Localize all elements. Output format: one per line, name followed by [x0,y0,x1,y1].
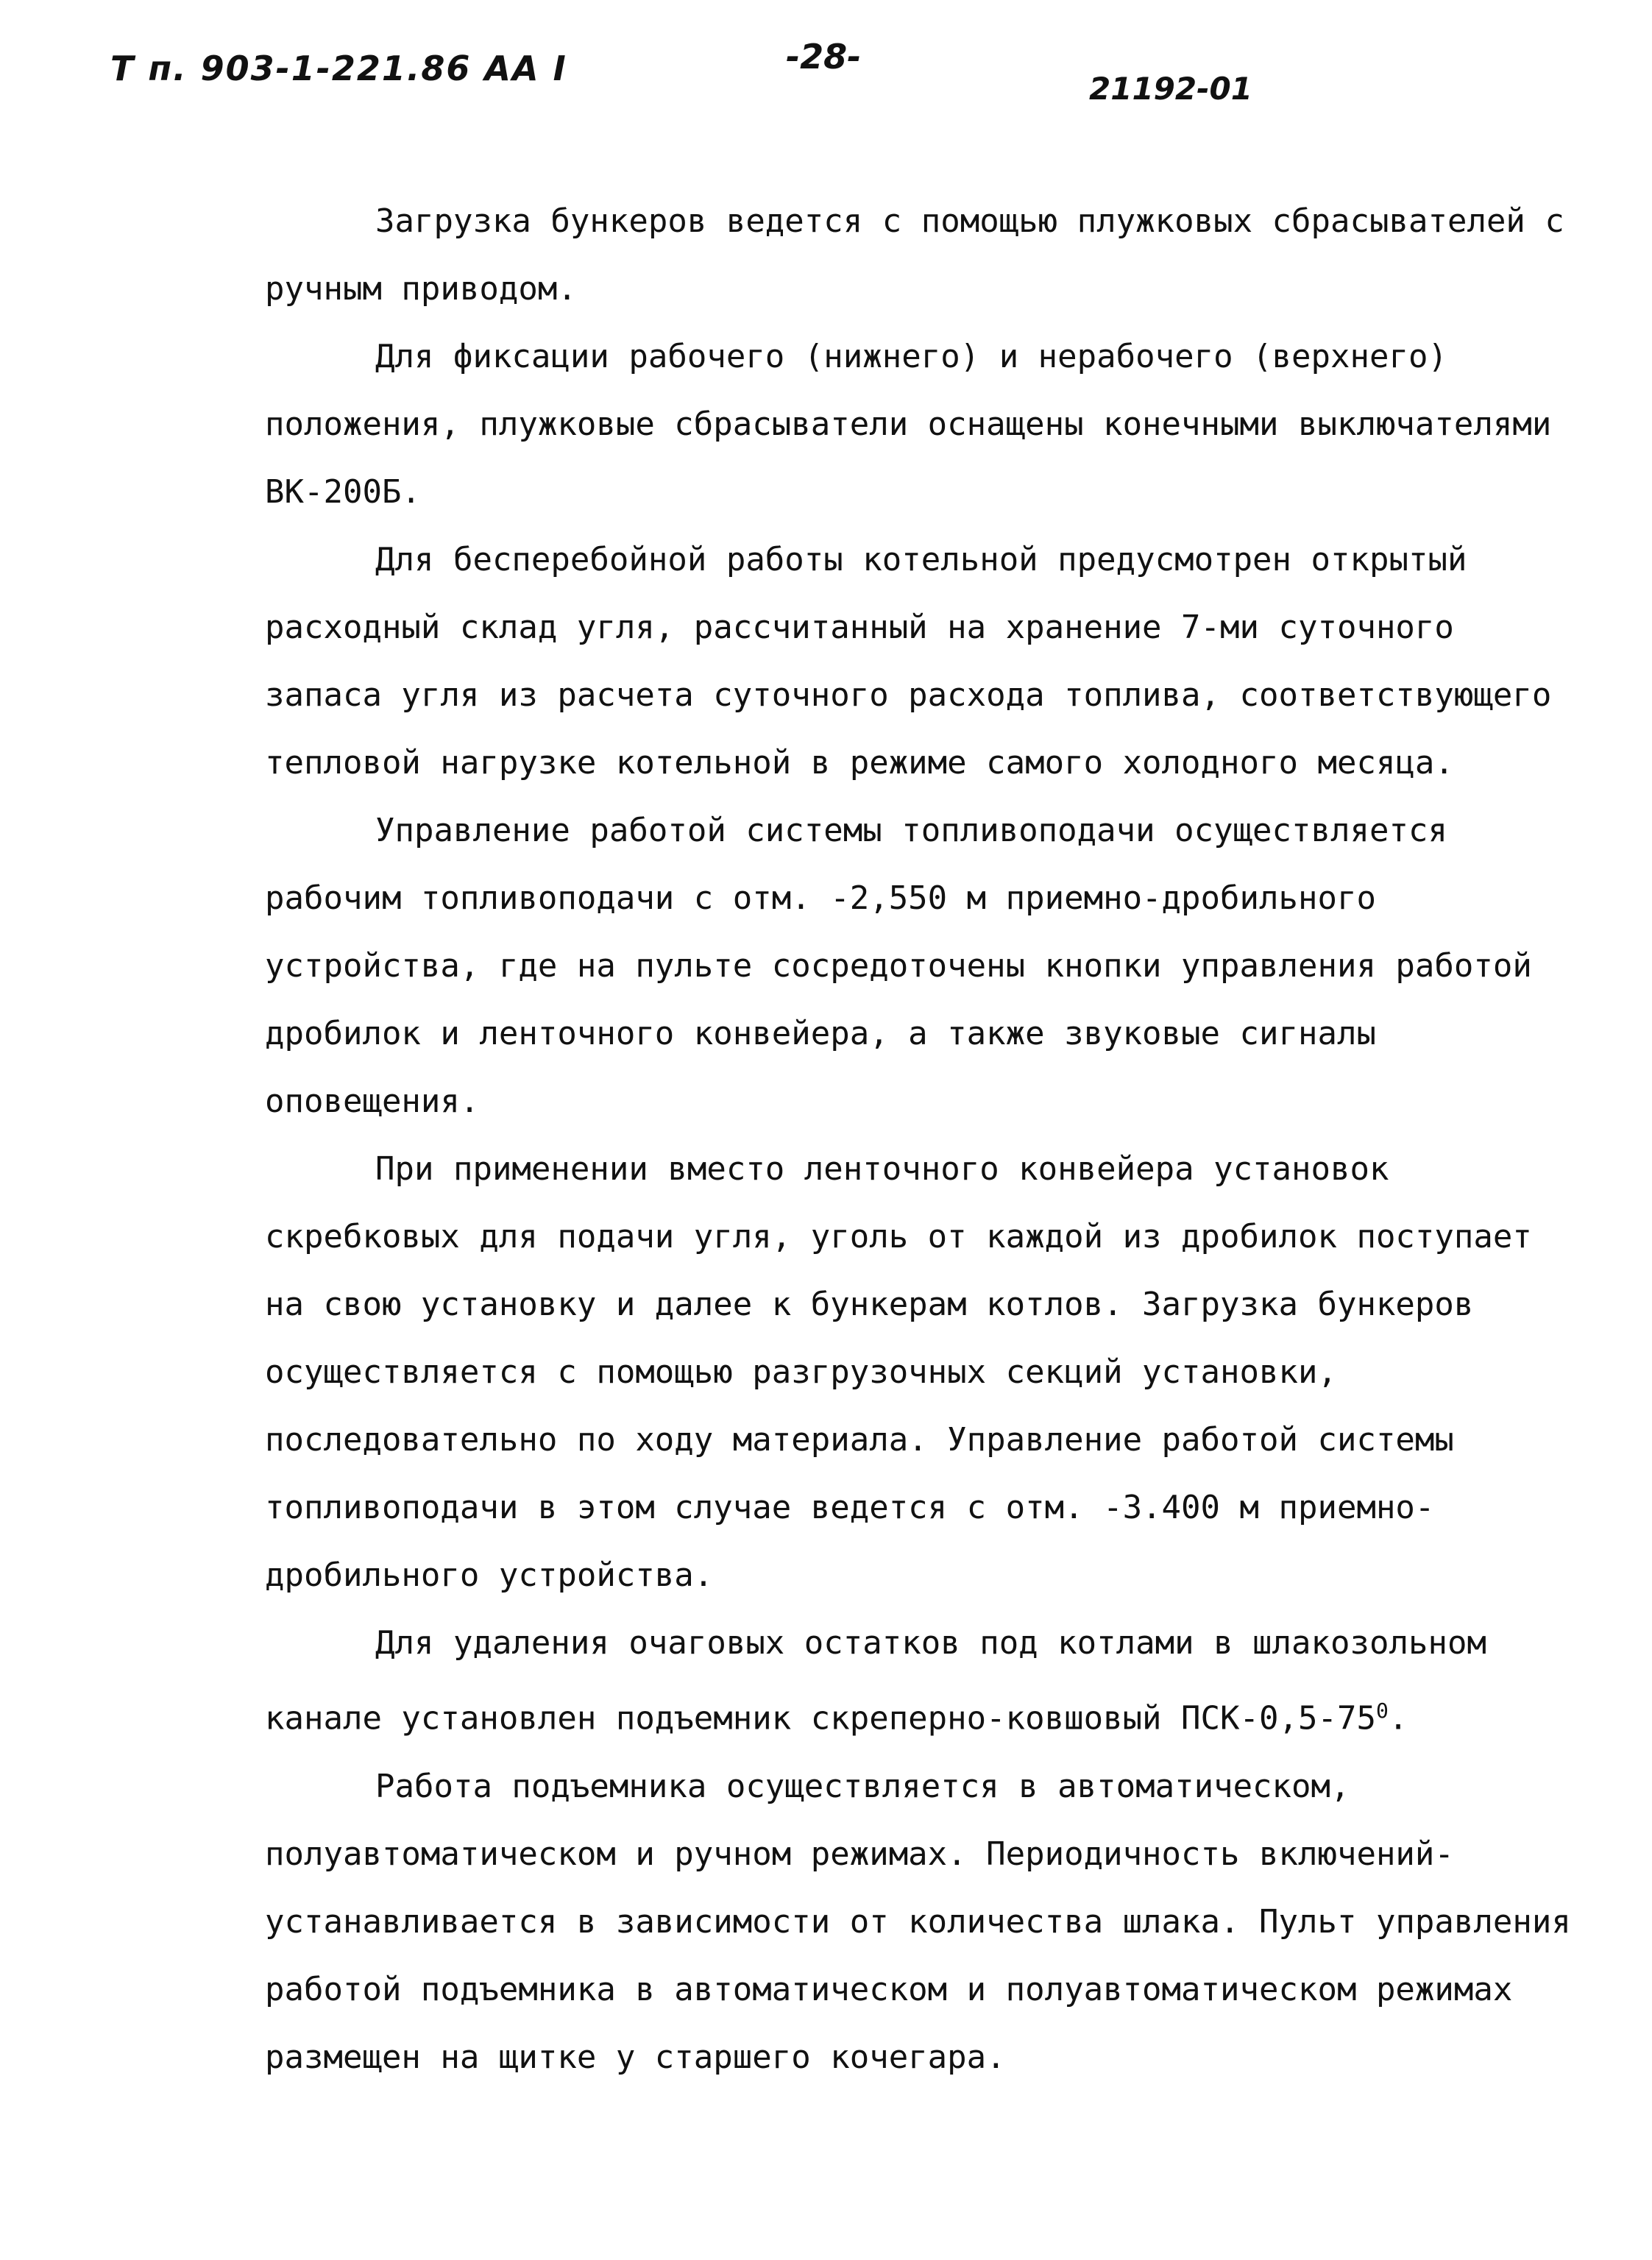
paragraph-scraper-conveyors: При применении вместо ленточного конвейера установок скребковых для подачи угля, уголь от каждой из дробилок поступает на свою установку и далее к бункерам котлов. Загрузка бункеров осуществляется с помощью разгрузочных секций установки, последовательно по ходу материала. Управление работой системы топливоподачи в этом случае ведется с отм. -3.400 м приемно-дробильного устройства. [265,1150,1532,1594]
ash-removal-period: . [1388,1699,1408,1737]
paragraph-bunker-loading: Загрузка бункеров ведется с помощью плужковых сбрасывателей с ручным приводом. [265,202,1564,308]
archive-number: 21192-01 [1089,71,1252,107]
paragraph-ash-removal [265,1609,1575,1753]
paragraph-position-fixing: Для фиксации рабочего (нижнего) и нерабочего (верхнего) положения, плужковые сбрасыватели оснащены конечными выключателями ВК-200Б. [265,338,1552,511]
ash-removal-text: Для удаления очаговых остатков под котлами в шлакозольном канале установлен подъемник скреперно-ковшовый ПСК-0,5-75 [265,1624,1486,1737]
document-body [265,188,1575,2091]
document-code: Т п. 903-1-221.86 АА I [110,49,567,88]
degree-superscript: 0 [1375,1698,1389,1723]
paragraph-coal-storage: Для бесперебойной работы котельной предусмотрен открытый расходный склад угля, рассчитанный на хранение 7-ми суточного запаса угля из расчета суточного расхода топлива, соответствующего тепловой нагрузке котельной в режиме самого холодного месяца. [265,541,1552,782]
page-header [0,29,1652,132]
paragraph-fuel-control: Управление работой системы топливоподачи осуществляется рабочим топливоподачи с отм. -2,550 м приемно-дробильного устройства, где на пульте сосредоточены кнопки управления работой дробилок и ленточного конвейера, а также звуковые сигналы оповещения. [265,812,1532,1120]
page-number: -28- [786,37,862,77]
paragraph-lift-operation: Работа подъемника осуществляется в автоматическом, полуавтоматическом и ручном режимах. Периодичность включений-устанавливается в зависимости от количества шлака. Пульт управления работой подъемника в автоматическом и полуавтоматическом режимах размещен на щитке у старшего кочегара. [265,1767,1571,2076]
